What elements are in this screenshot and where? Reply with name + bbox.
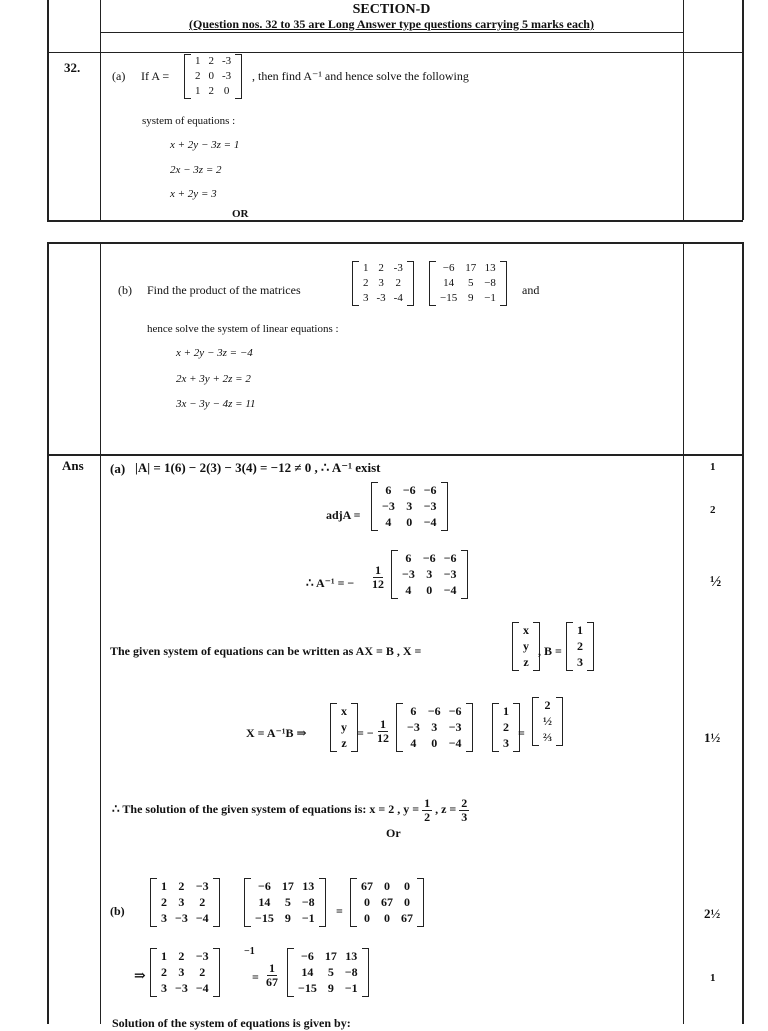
product-matrix-1-cell: 2 bbox=[161, 895, 167, 910]
matrix-b1-cell: 1 bbox=[363, 262, 369, 274]
determinant-line: |A| = 1(6) − 2(3) − 3(4) = −12 ≠ 0 , ∴ A⁻¹ exist bbox=[135, 460, 381, 475]
product-matrix-1-cell: 2 bbox=[199, 895, 206, 910]
inverse-matrix-row bbox=[398, 550, 461, 566]
product-matrix-1-cell: 3 bbox=[161, 911, 167, 926]
product-matrix-1-cell: −4 bbox=[195, 911, 209, 926]
product-matrix-1-row bbox=[157, 910, 213, 926]
or-label: OR bbox=[232, 208, 249, 220]
inverse-matrix-cell: −6 bbox=[443, 551, 457, 565]
or-label-answer: Or bbox=[386, 826, 401, 840]
matrix-b1-cell: 2 bbox=[395, 276, 401, 289]
inverse-product-matrix-cell: −4 bbox=[195, 981, 209, 996]
matrix-b2 bbox=[429, 261, 507, 306]
matrix-b2-cell: −6 bbox=[442, 262, 455, 274]
b-label: , B = bbox=[538, 644, 562, 658]
matrix-b1-cell: 3 bbox=[363, 291, 369, 304]
b-vector bbox=[566, 622, 594, 671]
x-vector-2-row bbox=[337, 703, 351, 719]
fraction-1-67 bbox=[266, 962, 278, 988]
product-result-row bbox=[357, 894, 417, 910]
inverse-product-matrix-row bbox=[157, 980, 213, 996]
x-vector bbox=[512, 622, 540, 671]
matrix-a-row bbox=[191, 84, 235, 99]
matrix-b2-cell: 13 bbox=[484, 262, 496, 274]
inverse-product-matrix-cell: −3 bbox=[175, 981, 188, 996]
inverse-matrix-2-cell: 3 bbox=[431, 720, 438, 735]
x-vector-cell: z bbox=[523, 655, 529, 670]
solution-prefix: ∴ The solution of the given system of equations is: x = 2 , y = bbox=[112, 801, 420, 816]
result-vector-row bbox=[539, 729, 556, 745]
adj-matrix-cell: −4 bbox=[423, 515, 437, 530]
product-matrix-2-row bbox=[251, 894, 319, 910]
matrix-b2-row bbox=[436, 291, 500, 306]
product-result-cell: 0 bbox=[384, 879, 390, 893]
matrix-b1-cell: -3 bbox=[376, 291, 386, 304]
product-matrix-1-row bbox=[157, 878, 213, 894]
product-matrix-2-cell: 9 bbox=[284, 911, 291, 926]
matrix-b2-cell: 9 bbox=[467, 291, 474, 304]
equals-sign-2: = bbox=[252, 970, 259, 984]
inverse-matrix-row bbox=[398, 582, 461, 598]
product-matrix-1-cell: −3 bbox=[195, 879, 209, 893]
z-numerator: 2 bbox=[461, 796, 468, 810]
inverse-product-matrix-cell: −3 bbox=[195, 949, 209, 963]
mark-4: 1½ bbox=[704, 730, 721, 745]
part-a-text-after: , then find A⁻¹ and hence solve the following bbox=[252, 69, 469, 83]
inverse-numerator-2: 1 bbox=[380, 717, 386, 731]
equation-b-1: x + 2y − 3z = −4 bbox=[176, 347, 253, 359]
inverse-result-matrix-cell: 13 bbox=[345, 949, 358, 963]
part-b-text2: hence solve the system of linear equations : bbox=[147, 323, 339, 335]
b-vector-2-cell: 2 bbox=[503, 720, 509, 735]
inverse-result-matrix-cell: 17 bbox=[324, 949, 337, 963]
inverse-matrix-2-cell: −3 bbox=[407, 720, 420, 735]
inverse-product-matrix-cell: 2 bbox=[178, 949, 185, 963]
eq-sign-2: = bbox=[518, 726, 525, 740]
inverse-matrix-cell: 6 bbox=[405, 551, 412, 565]
part-a-text2: system of equations : bbox=[142, 115, 236, 127]
matrix-b1-cell: -3 bbox=[393, 262, 403, 274]
inverse-result-matrix-cell: −8 bbox=[344, 965, 358, 980]
matrix-b2-cell: −1 bbox=[484, 291, 496, 304]
matrix-b1 bbox=[352, 261, 414, 306]
equals-sign: = bbox=[336, 904, 343, 918]
inverse-matrix-2-cell: 6 bbox=[410, 704, 417, 718]
matrix-b2-cell: 5 bbox=[467, 276, 474, 289]
inverse-result-matrix-cell: −6 bbox=[301, 949, 314, 963]
z-denominator: 3 bbox=[461, 809, 468, 824]
adj-matrix-row bbox=[378, 514, 441, 530]
adj-label: adjA = bbox=[326, 508, 361, 522]
inverse-matrix-2 bbox=[396, 703, 473, 752]
adj-matrix-cell: 4 bbox=[385, 515, 392, 530]
inverse-matrix-cell: −3 bbox=[443, 567, 457, 582]
answer-b-label: (b) bbox=[110, 904, 125, 918]
product-matrix-2-cell: −1 bbox=[301, 911, 315, 926]
equation-a-1: x + 2y − 3z = 1 bbox=[170, 139, 240, 151]
inverse-matrix-2-row bbox=[403, 703, 466, 719]
matrix-a-cell: -3 bbox=[222, 69, 232, 82]
inverse-matrix-2-cell: −6 bbox=[448, 704, 462, 718]
matrix-b2-row bbox=[436, 276, 500, 291]
inverse-matrix-2-row bbox=[403, 719, 466, 735]
inverse-numerator: 1 bbox=[375, 563, 381, 577]
x-vector-cell: x bbox=[523, 623, 529, 637]
inverse-matrix-cell: −3 bbox=[402, 567, 415, 582]
x-vector-cell: y bbox=[523, 639, 529, 654]
y-denominator: 2 bbox=[424, 809, 431, 824]
frac-numerator: 1 bbox=[269, 961, 275, 975]
x-vector-2-cell: x bbox=[341, 704, 347, 718]
matrix-b1-cell: 2 bbox=[378, 262, 384, 274]
result-vector-row bbox=[539, 713, 556, 729]
b-vector-2-row bbox=[499, 719, 513, 735]
result-vector-row bbox=[539, 697, 556, 713]
product-matrix-2-cell: −15 bbox=[255, 911, 274, 926]
matrix-b1-cell: -4 bbox=[393, 291, 403, 304]
product-matrix-1-row bbox=[157, 894, 213, 910]
matrix-b2-cell: 17 bbox=[465, 262, 477, 274]
x-equals-label: X = A⁻¹B ⇒ bbox=[246, 726, 307, 740]
part-b-text-after: and bbox=[522, 283, 540, 297]
b-vector-cell: 1 bbox=[577, 623, 583, 637]
product-matrix-1-cell: 1 bbox=[161, 879, 167, 893]
product-result-cell: 0 bbox=[404, 895, 410, 910]
adj-matrix-cell: −6 bbox=[423, 483, 437, 497]
question-number: 32. bbox=[64, 60, 81, 75]
x-vector-row bbox=[519, 622, 533, 638]
inverse-result-matrix-row bbox=[294, 948, 362, 964]
matrix-b1-cell: 2 bbox=[363, 276, 369, 289]
inverse-matrix bbox=[391, 550, 468, 599]
matrix-b1-cell: 3 bbox=[378, 276, 384, 289]
x-vector-2-cell: z bbox=[341, 736, 347, 751]
b-vector-row bbox=[573, 654, 587, 670]
inverse-matrix-2-cell: −3 bbox=[448, 720, 462, 735]
product-result-row bbox=[357, 910, 417, 926]
inverse-result-matrix-row bbox=[294, 980, 362, 996]
matrix-b2-cell: −8 bbox=[484, 276, 496, 289]
inverse-product-matrix-cell: 3 bbox=[161, 981, 167, 996]
adj-matrix-cell: 0 bbox=[406, 515, 413, 530]
product-result-cell: 67 bbox=[401, 911, 413, 926]
matrix-b1-row bbox=[359, 291, 407, 306]
result-vector bbox=[532, 697, 563, 746]
frac-denominator: 67 bbox=[266, 974, 278, 989]
inverse-matrix-2-cell: 4 bbox=[410, 736, 417, 751]
product-matrix-1-cell: 3 bbox=[178, 895, 185, 910]
mark-6: 1 bbox=[710, 972, 716, 984]
inverse-matrix-cell: 3 bbox=[426, 567, 433, 582]
y-numerator: 1 bbox=[424, 796, 431, 810]
inverse-product-matrix-cell: 2 bbox=[161, 965, 167, 980]
inverse-matrix-2-cell: −4 bbox=[448, 736, 462, 751]
implies-sign: ⇒ bbox=[134, 969, 146, 984]
product-result-cell: 67 bbox=[361, 879, 373, 893]
x-vector-2 bbox=[330, 703, 358, 752]
bottom-text: Solution of the system of equations is given by: bbox=[112, 1016, 351, 1030]
product-result-cell: 0 bbox=[364, 895, 370, 910]
matrix-a-cell: 2 bbox=[195, 69, 201, 82]
matrix-b2-cell: 14 bbox=[443, 276, 455, 289]
product-result-row bbox=[357, 878, 417, 894]
inverse-product-matrix-cell: 2 bbox=[199, 965, 206, 980]
inverse-result-matrix-cell: 5 bbox=[327, 965, 334, 980]
answer-a-label: (a) bbox=[110, 461, 126, 476]
matrix-a-row bbox=[191, 69, 235, 84]
part-b-label: (b) bbox=[118, 283, 132, 297]
z-label: , z = bbox=[435, 801, 457, 816]
b-vector-2-row bbox=[499, 735, 513, 751]
adj-matrix-cell: −6 bbox=[402, 483, 416, 497]
mark-3: ½ bbox=[710, 574, 722, 590]
matrix-b1-row bbox=[359, 261, 407, 276]
matrix-b2-row bbox=[436, 261, 500, 276]
adj-matrix-row bbox=[378, 482, 441, 498]
adj-matrix-cell: −3 bbox=[423, 499, 437, 514]
matrix-a-cell: 2 bbox=[208, 84, 214, 97]
inverse-result-matrix-cell: −1 bbox=[344, 981, 358, 996]
b-vector-row bbox=[573, 622, 587, 638]
matrix-a-cell: 1 bbox=[195, 55, 201, 67]
inverse-product-matrix-cell: 1 bbox=[161, 949, 167, 963]
b-vector-2-cell: 1 bbox=[503, 704, 509, 718]
inverse-label: ∴ A⁻¹ = − bbox=[306, 576, 355, 590]
b-vector-row bbox=[573, 638, 587, 654]
part-a-label: (a) bbox=[112, 69, 126, 83]
x-vector-2-cell: y bbox=[341, 720, 347, 735]
matrix-a-cell: 0 bbox=[208, 69, 214, 82]
product-matrix-2-row bbox=[251, 910, 319, 926]
product-result-cell: 67 bbox=[381, 895, 393, 910]
product-result-cell: 0 bbox=[364, 911, 370, 926]
adj-matrix-cell: 3 bbox=[406, 499, 413, 514]
matrix-a-cell: -3 bbox=[222, 55, 232, 67]
product-matrix-2-cell: −8 bbox=[301, 895, 315, 910]
inverse-result-matrix-row bbox=[294, 964, 362, 980]
inverse-product-matrix-cell: 3 bbox=[178, 965, 185, 980]
b-vector-cell: 3 bbox=[577, 655, 583, 670]
matrix-a-cell: 0 bbox=[223, 84, 230, 97]
product-matrix-2-cell: 14 bbox=[258, 895, 271, 910]
inverse-product-matrix bbox=[150, 948, 220, 997]
inverse-matrix-cell: −4 bbox=[443, 583, 457, 598]
inverse-matrix-cell: 4 bbox=[405, 583, 412, 598]
b-vector-2-row bbox=[499, 703, 513, 719]
product-matrix-1 bbox=[150, 878, 220, 927]
inverse-result-matrix-cell: 9 bbox=[327, 981, 334, 996]
solution-text bbox=[112, 797, 469, 823]
part-b-text-before: Find the product of the matrices bbox=[147, 283, 301, 297]
section-title: SECTION-D bbox=[352, 2, 431, 17]
inverse-matrix-2-row bbox=[403, 735, 466, 751]
eq-sign: = − bbox=[357, 726, 374, 740]
inverse-denominator: 12 bbox=[372, 576, 384, 591]
matrix-a-cell: 1 bbox=[195, 84, 201, 97]
adj-matrix-cell: −3 bbox=[382, 499, 395, 514]
inverse-matrix-2-cell: 0 bbox=[431, 736, 438, 751]
result-vector-cell: ⅔ bbox=[543, 730, 552, 745]
b-vector-cell: 2 bbox=[577, 639, 583, 654]
matrix-a-cell: 2 bbox=[208, 55, 214, 67]
x-vector-2-row bbox=[337, 719, 351, 735]
answer-label: Ans bbox=[62, 458, 84, 473]
inverse-result-matrix bbox=[287, 948, 369, 997]
matrix-a bbox=[184, 54, 242, 99]
adj-matrix-row bbox=[378, 498, 441, 514]
product-matrix-2-row bbox=[251, 878, 319, 894]
inverse-fraction bbox=[372, 564, 384, 590]
inverse-denominator-2: 12 bbox=[377, 730, 389, 745]
inverse-matrix-row bbox=[398, 566, 461, 582]
product-matrix-2-cell: 5 bbox=[284, 895, 291, 910]
product-matrix-2-cell: −6 bbox=[258, 879, 271, 893]
mark-1: 1 bbox=[710, 461, 716, 473]
x-vector-row bbox=[519, 654, 533, 670]
b-vector-2 bbox=[492, 703, 520, 752]
product-matrix-1-cell: −3 bbox=[175, 911, 188, 926]
part-a-text-before: If A = bbox=[141, 69, 170, 83]
inverse-product-matrix-row bbox=[157, 964, 213, 980]
inverse-result-matrix-cell: 14 bbox=[301, 965, 314, 980]
inverse-result-matrix-cell: −15 bbox=[298, 981, 317, 996]
x-vector-row bbox=[519, 638, 533, 654]
product-result bbox=[350, 878, 424, 927]
x-vector-2-row bbox=[337, 735, 351, 751]
result-vector-cell: 2 bbox=[544, 698, 551, 712]
product-matrix-1-cell: 2 bbox=[178, 879, 185, 893]
product-matrix-2-cell: 17 bbox=[281, 879, 294, 893]
adj-matrix-cell: 6 bbox=[385, 483, 392, 497]
inverse-product-matrix-row bbox=[157, 948, 213, 964]
matrix-a-row bbox=[191, 54, 235, 69]
matrix-b2-cell: −15 bbox=[440, 291, 458, 304]
equation-b-2: 2x + 3y + 2z = 2 bbox=[176, 373, 251, 385]
mark-2: 2 bbox=[710, 504, 716, 516]
product-matrix-2 bbox=[244, 878, 326, 927]
matrix-b1-row bbox=[359, 276, 407, 291]
system-text: The given system of equations can be written as AX = B , X = bbox=[110, 644, 422, 658]
inverse-superscript: −1 bbox=[244, 946, 255, 957]
equation-a-2: 2x − 3z = 2 bbox=[170, 164, 222, 176]
inverse-matrix-cell: −6 bbox=[422, 551, 436, 565]
product-result-cell: 0 bbox=[384, 911, 390, 926]
product-matrix-2-cell: 13 bbox=[302, 879, 315, 893]
result-vector-cell: ½ bbox=[543, 714, 552, 729]
equation-b-3: 3x − 3y − 4z = 11 bbox=[176, 398, 256, 410]
mark-5: 2½ bbox=[704, 906, 721, 921]
section-subtitle: (Question nos. 32 to 35 are Long Answer type questions carrying 5 marks each) bbox=[189, 17, 594, 31]
equation-a-3: x + 2y = 3 bbox=[170, 188, 217, 200]
inverse-fraction-2 bbox=[377, 718, 389, 744]
product-result-cell: 0 bbox=[404, 879, 410, 893]
b-vector-2-cell: 3 bbox=[503, 736, 509, 751]
inverse-matrix-cell: 0 bbox=[426, 583, 433, 598]
inverse-matrix-2-cell: −6 bbox=[427, 704, 441, 718]
adj-matrix bbox=[371, 482, 448, 531]
